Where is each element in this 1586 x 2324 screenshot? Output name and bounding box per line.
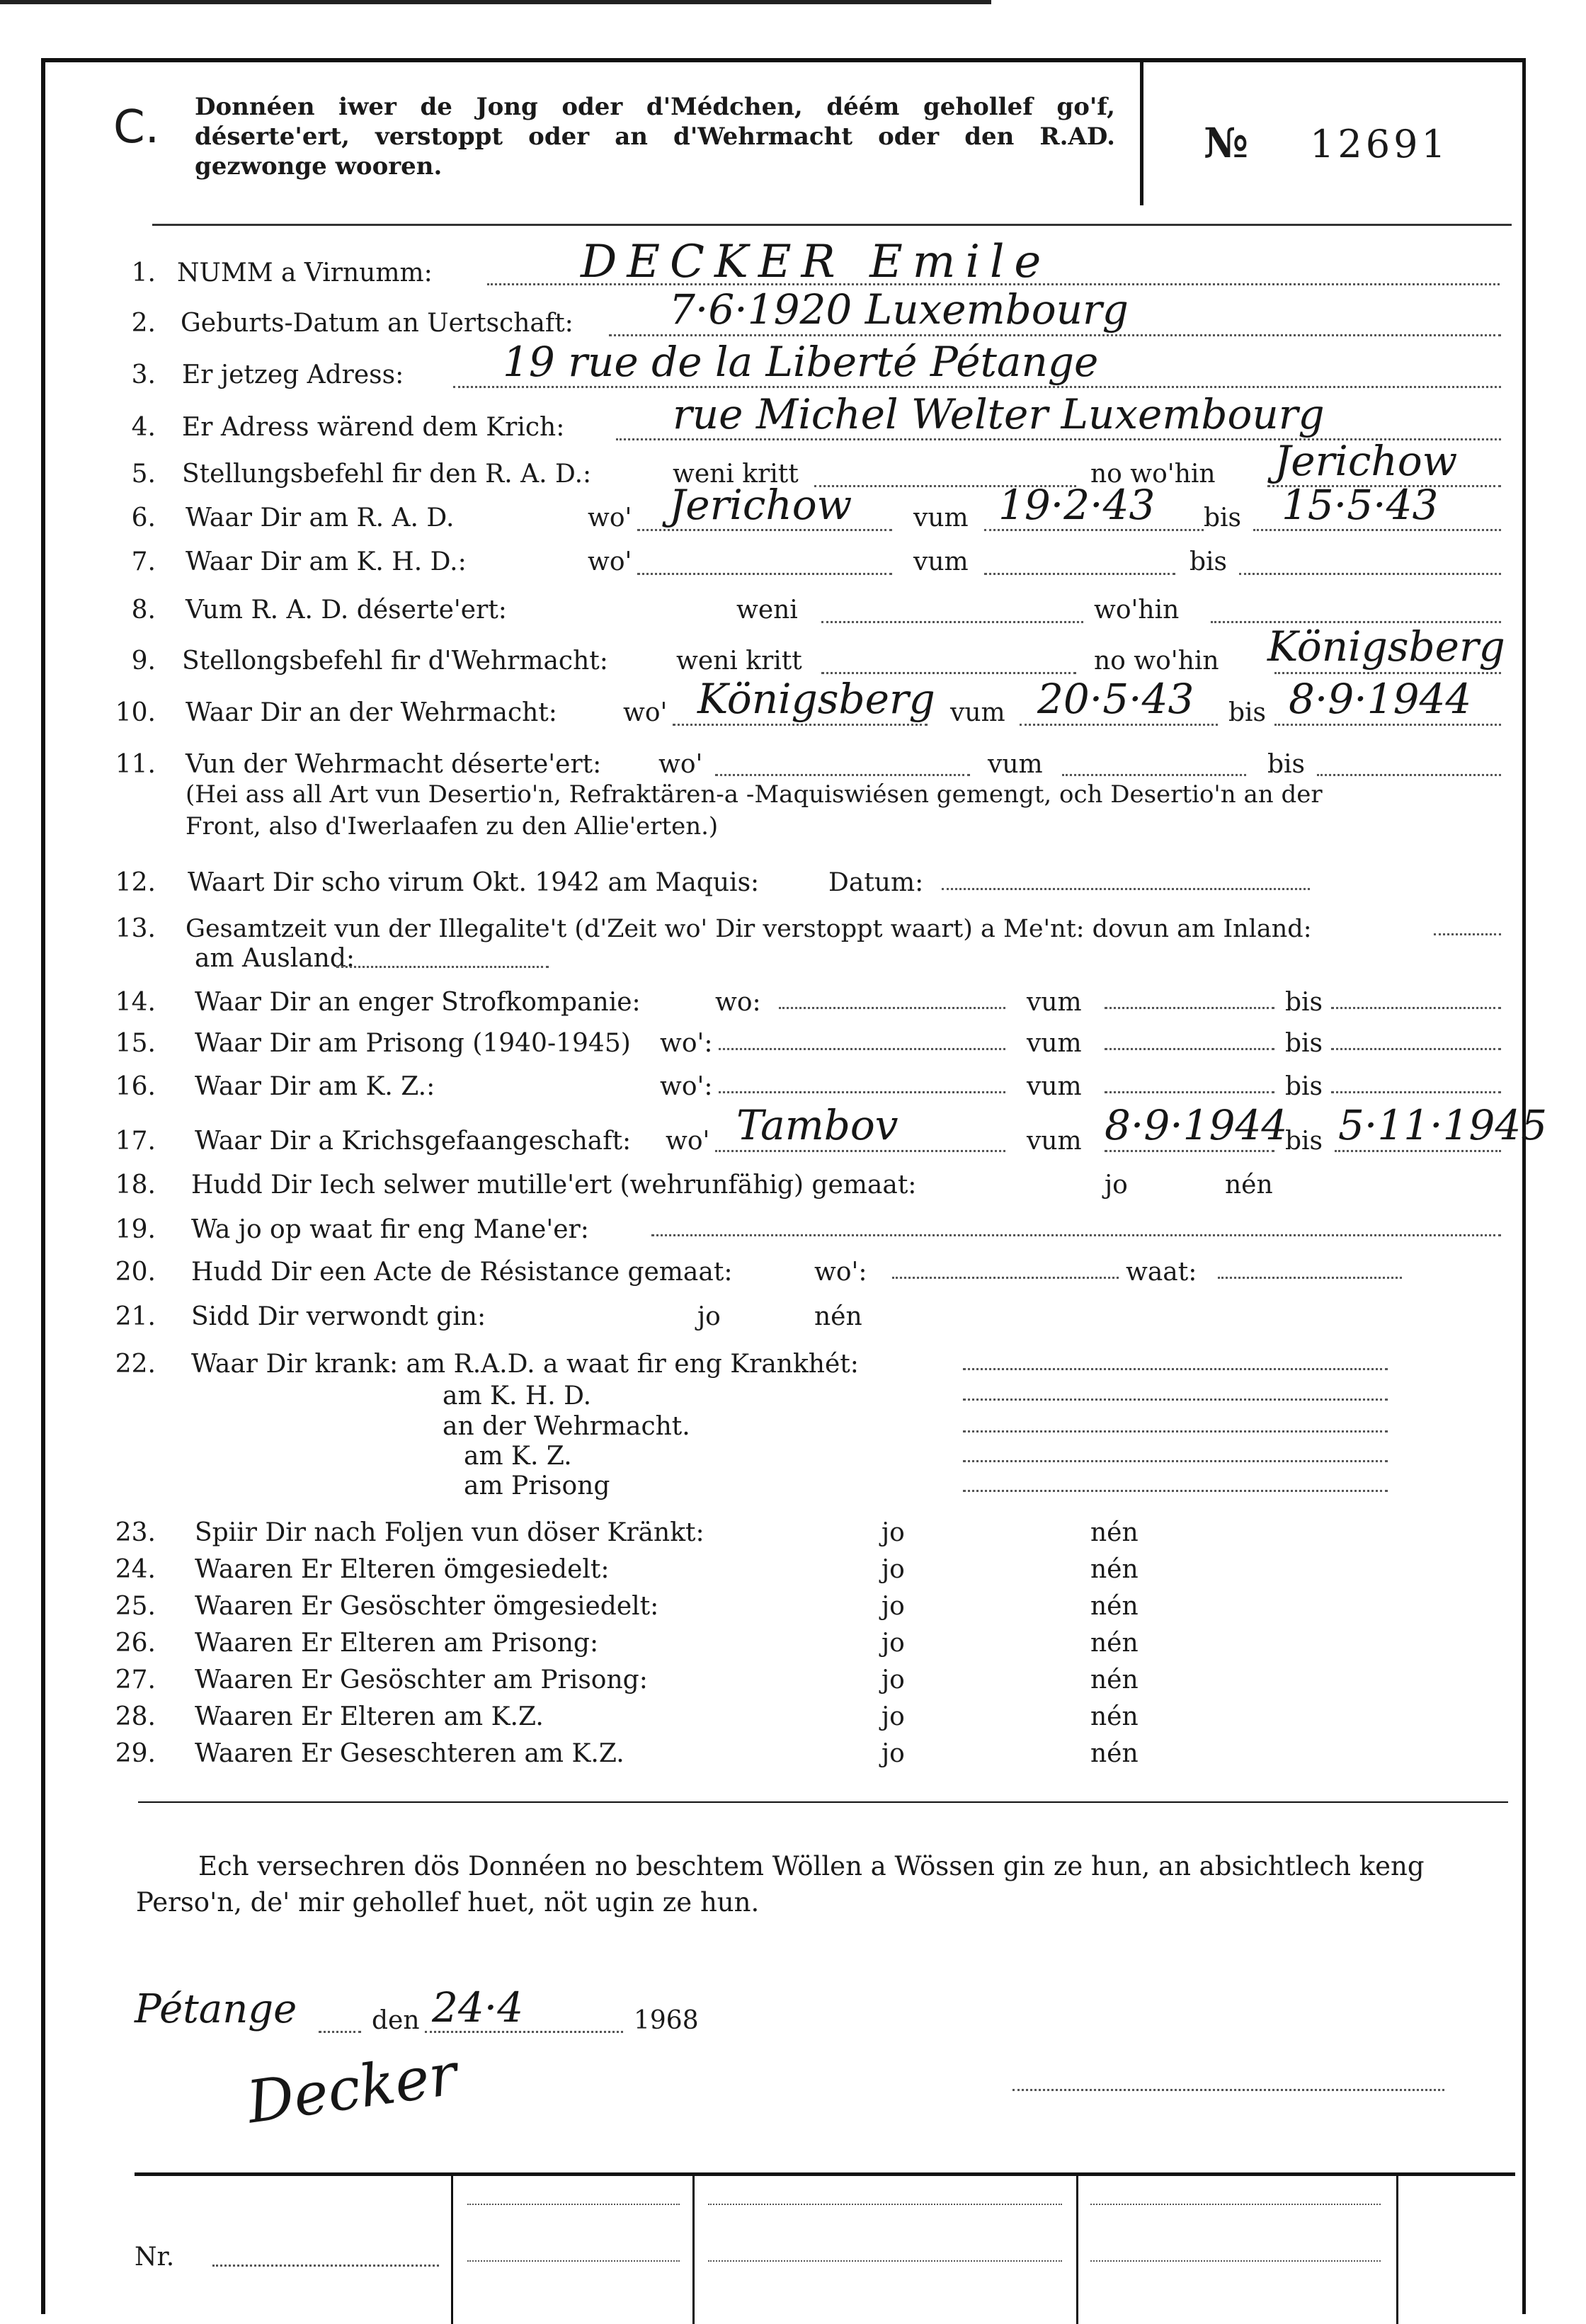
address-value: 19 rue de la Liberté Pétange bbox=[503, 338, 1099, 386]
label-until: bis bbox=[1285, 1029, 1323, 1058]
field-label-self-mutilation: Hudd Dir Iech selwer mutille'ert (wehrunfähig) gemaat: bbox=[191, 1170, 917, 1200]
resistance-what-line[interactable] bbox=[1218, 1277, 1402, 1279]
field-label-penal-company: Waar Dir an enger Strofkompanie: bbox=[195, 988, 641, 1017]
field-number: 23. bbox=[115, 1518, 156, 1547]
field-label-wounded: Sidd Dir verwondt gin: bbox=[191, 1302, 486, 1331]
pow-from-value: 8·9·1944 bbox=[1105, 1101, 1288, 1149]
field-label-siblings-prison: Waaren Er Gesöschter am Prisong: bbox=[195, 1665, 648, 1694]
wehrmacht-order-where-line[interactable] bbox=[1274, 672, 1501, 674]
field-number: 25. bbox=[115, 1592, 156, 1621]
kz-until-line[interactable] bbox=[1331, 1091, 1501, 1093]
label-from: vum bbox=[988, 750, 1043, 779]
illegality-abroad-line[interactable] bbox=[336, 966, 549, 968]
penal-where-line[interactable] bbox=[779, 1007, 1005, 1009]
label-to-where: no wo'hin bbox=[1090, 460, 1216, 489]
wehrmacht-desert-from-line[interactable] bbox=[1062, 774, 1246, 776]
field-label-after-effects: Spiir Dir nach Foljen vun döser Kränkt: bbox=[195, 1518, 704, 1547]
footer-nr-line[interactable] bbox=[212, 2265, 439, 2267]
field-label-rad-desert: Vum R. A. D. déserte'ert: bbox=[186, 596, 507, 625]
label-where: wo' bbox=[666, 1127, 710, 1156]
field-number: 19. bbox=[115, 1215, 156, 1244]
sick-prison-line[interactable] bbox=[963, 1490, 1388, 1492]
sick-sub-wehrmacht: an der Wehrmacht. bbox=[443, 1412, 690, 1441]
option-yes[interactable]: jo bbox=[882, 1702, 905, 1731]
field-label-war-address: Er Adress wärend dem Krich: bbox=[182, 413, 565, 442]
form-number: 12691 bbox=[1310, 122, 1449, 166]
label-from: vum bbox=[1027, 988, 1082, 1017]
field-number: 21. bbox=[115, 1302, 156, 1331]
field-label-name: NUMM a Virnumm: bbox=[177, 258, 433, 287]
rad-where-line[interactable] bbox=[637, 529, 892, 531]
birth-value: 7·6·1920 Luxembourg bbox=[669, 285, 1129, 334]
label-abroad: am Ausland: bbox=[195, 944, 355, 973]
kz-from-line[interactable] bbox=[1105, 1091, 1274, 1093]
war-address-value: rue Michel Welter Luxembourg bbox=[673, 390, 1325, 438]
field-label-illegality: Gesamtzeit vun der Illegalite't (d'Zeit wo' Dir verstoppt waart) a Me'nt: dovun am Inland: bbox=[186, 915, 1312, 943]
option-yes[interactable]: jo bbox=[882, 1629, 905, 1658]
field-number: 24. bbox=[115, 1555, 156, 1584]
name-value: DECKER Emile bbox=[581, 236, 1051, 288]
sick-rad-line[interactable] bbox=[963, 1368, 1388, 1370]
field-label-wehrmacht: Waar Dir an der Wehrmacht: bbox=[186, 698, 557, 727]
wehrmacht-until-line[interactable] bbox=[1274, 724, 1501, 726]
field-number: 14. bbox=[115, 988, 156, 1017]
label-to-where: no wo'hin bbox=[1094, 646, 1219, 676]
desertion-note-line2: Front, also d'Iwerlaafen zu den Allie'erten.) bbox=[186, 812, 719, 841]
footer-cell-line[interactable] bbox=[708, 2204, 1062, 2205]
label-until: bis bbox=[1190, 547, 1228, 576]
label-where: wo' bbox=[658, 750, 703, 779]
birth-line[interactable] bbox=[609, 334, 1501, 336]
label-what: waat: bbox=[1126, 1258, 1197, 1287]
label-to-where: wo'hin bbox=[1094, 596, 1180, 625]
option-no[interactable]: nén bbox=[1090, 1702, 1139, 1731]
label-when-received: weni kritt bbox=[673, 460, 799, 489]
label-when-received: weni kritt bbox=[676, 646, 802, 676]
label-from: vum bbox=[913, 503, 969, 532]
field-label-khd: Waar Dir am K. H. D.: bbox=[186, 547, 467, 576]
label-from: vum bbox=[950, 698, 1005, 727]
section-title: Donnéen iwer de Jong oder d'Médchen, déém gehollef go'f, déserte'ert, verstoppt oder an d'Wehrmacht oder den R.AD. gezwonge wooren. bbox=[195, 93, 1115, 181]
khd-where-line[interactable] bbox=[637, 573, 892, 575]
option-no[interactable]: nén bbox=[1090, 1592, 1139, 1621]
pow-where-line[interactable] bbox=[715, 1150, 1005, 1152]
wehrmacht-order-when-line[interactable] bbox=[821, 672, 1076, 674]
khd-from-line[interactable] bbox=[984, 573, 1175, 575]
signature-place: Pétange bbox=[135, 1986, 297, 2032]
rad-from-value: 19·2·43 bbox=[998, 481, 1156, 529]
footer-divider bbox=[1396, 2175, 1398, 2324]
header-separator bbox=[1140, 58, 1143, 205]
wehrmacht-order-where-value: Königsberg bbox=[1267, 622, 1505, 671]
field-label-address: Er jetzeg Adress: bbox=[182, 360, 404, 389]
label-where: wo': bbox=[660, 1072, 713, 1101]
wehrmacht-desert-until-line[interactable] bbox=[1317, 774, 1501, 776]
field-number: 7. bbox=[131, 547, 156, 576]
label-where: wo: bbox=[715, 988, 761, 1017]
field-label-siblings-resettled: Waaren Er Gesöschter ömgesiedelt: bbox=[195, 1592, 659, 1621]
prison-where-line[interactable] bbox=[719, 1048, 1005, 1050]
footer-cell-line[interactable] bbox=[1090, 2204, 1381, 2205]
place-line[interactable] bbox=[319, 2031, 361, 2033]
label-where: wo' bbox=[588, 547, 632, 576]
field-label-manner: Wa jo op waat fir eng Mane'er: bbox=[191, 1215, 589, 1244]
rad-until-value: 15·5·43 bbox=[1282, 481, 1439, 529]
footer-cell-line[interactable] bbox=[1090, 2260, 1381, 2262]
section-letter: C. bbox=[113, 101, 160, 154]
rad-desert-when-line[interactable] bbox=[821, 621, 1083, 623]
field-label-wehrmacht-order: Stellongsbefehl fir d'Wehrmacht: bbox=[182, 646, 608, 676]
wehrmacht-until-value: 8·9·1944 bbox=[1289, 675, 1472, 723]
sick-sub-kz: am K. Z. bbox=[464, 1442, 572, 1471]
field-label-siblings-kz: Waaren Er Geseschteren am K.Z. bbox=[195, 1739, 624, 1768]
option-yes[interactable]: jo bbox=[882, 1665, 905, 1694]
footer-cell-line[interactable] bbox=[708, 2260, 1062, 2262]
penal-from-line[interactable] bbox=[1105, 1007, 1274, 1009]
field-number: 13. bbox=[115, 914, 156, 943]
label-when: weni bbox=[736, 596, 798, 625]
option-no[interactable]: nén bbox=[814, 1302, 862, 1331]
field-number: 4. bbox=[131, 413, 156, 442]
field-label-sick: Waar Dir krank: am R.A.D. a waat fir eng Krankhét: bbox=[191, 1350, 859, 1379]
option-no[interactable]: nén bbox=[1090, 1555, 1139, 1584]
label-from: vum bbox=[1027, 1127, 1082, 1156]
pow-where-value: Tambov bbox=[736, 1101, 898, 1149]
field-number: 29. bbox=[115, 1739, 156, 1768]
field-number: 1. bbox=[131, 258, 156, 287]
address-line[interactable] bbox=[453, 386, 1501, 388]
label-where: wo' bbox=[588, 503, 632, 532]
rad-order-where-value: Jerichow bbox=[1274, 437, 1458, 485]
field-number: 10. bbox=[115, 698, 156, 727]
wehrmacht-from-line[interactable] bbox=[1020, 724, 1218, 726]
field-number: 17. bbox=[115, 1127, 156, 1156]
label-from: vum bbox=[1027, 1072, 1082, 1101]
field-number: 18. bbox=[115, 1170, 156, 1200]
option-no[interactable]: nén bbox=[1090, 1665, 1139, 1694]
label-where: wo' bbox=[623, 698, 668, 727]
label-from: vum bbox=[1027, 1029, 1082, 1058]
manner-line[interactable] bbox=[651, 1234, 1501, 1236]
footer-cell-line[interactable] bbox=[467, 2204, 680, 2205]
sick-sub-prison: am Prisong bbox=[464, 1471, 610, 1500]
label-until: bis bbox=[1267, 750, 1306, 779]
label-where: wo': bbox=[660, 1029, 713, 1058]
prison-from-line[interactable] bbox=[1105, 1048, 1274, 1050]
option-no[interactable]: nén bbox=[1090, 1629, 1139, 1658]
illegality-inland-line[interactable] bbox=[1434, 933, 1501, 935]
rad-from-line[interactable] bbox=[984, 529, 1204, 531]
wehrmacht-desert-where-line[interactable] bbox=[715, 774, 970, 776]
field-label-birth: Geburts-Datum an Uertschaft: bbox=[181, 309, 574, 338]
khd-until-line[interactable] bbox=[1239, 573, 1501, 575]
label-from: vum bbox=[913, 547, 969, 576]
field-label-prison: Waar Dir am Prisong (1940-1945) bbox=[195, 1029, 631, 1058]
field-number: 15. bbox=[115, 1029, 156, 1058]
field-label-wehrmacht-desert: Vun der Wehrmacht déserte'ert: bbox=[186, 750, 602, 779]
option-yes[interactable]: jo bbox=[882, 1592, 905, 1621]
field-label-resistance: Hudd Dir een Acte de Résistance gemaat: bbox=[191, 1258, 733, 1287]
header-bottom-rule bbox=[152, 224, 1512, 226]
desertion-note-line1: (Hei ass all Art vun Desertio'n, Refraktären-a -Maquiswiésen gemengt, och Desertio'n an der bbox=[186, 780, 1323, 809]
rad-until-line[interactable] bbox=[1253, 529, 1501, 531]
wehrmacht-from-value: 20·5·43 bbox=[1037, 675, 1194, 723]
sick-sub-khd: am K. H. D. bbox=[443, 1382, 592, 1411]
signature-date: 24·4 bbox=[432, 1983, 524, 2032]
resistance-where-line[interactable] bbox=[892, 1277, 1119, 1279]
declaration-line1: Ech versechren dös Donnéen no beschtem Wöllen a Wössen gin ze hun, an absichtlech keng bbox=[198, 1851, 1425, 1881]
field-number: 27. bbox=[115, 1665, 156, 1694]
rad-where-value: Jerichow bbox=[669, 481, 852, 529]
label-until: bis bbox=[1285, 1072, 1323, 1101]
field-number: 12. bbox=[115, 868, 156, 897]
sick-wehrmacht-line[interactable] bbox=[963, 1430, 1388, 1432]
label-until: bis bbox=[1204, 503, 1242, 532]
field-number: 11. bbox=[115, 750, 156, 779]
option-no[interactable]: nén bbox=[1225, 1170, 1273, 1200]
label-until: bis bbox=[1285, 1127, 1323, 1156]
field-label-parents-kz: Waaren Er Elteren am K.Z. bbox=[195, 1702, 544, 1731]
field-number: 16. bbox=[115, 1072, 156, 1101]
footer-top-rule bbox=[135, 2172, 1515, 2176]
footer-divider bbox=[451, 2175, 453, 2324]
field-number: 20. bbox=[115, 1258, 156, 1287]
field-number: 26. bbox=[115, 1629, 156, 1658]
field-number: 5. bbox=[131, 460, 156, 489]
field-label-rad-order: Stellungsbefehl fir den R. A. D.: bbox=[182, 460, 592, 489]
field-label-rad: Waar Dir am R. A. D. bbox=[186, 503, 455, 532]
option-no[interactable]: nén bbox=[1090, 1518, 1139, 1547]
field-label-maquis: Waart Dir scho virum Okt. 1942 am Maquis: bbox=[188, 868, 760, 897]
prison-until-line[interactable] bbox=[1331, 1048, 1501, 1050]
option-no[interactable]: nén bbox=[1090, 1739, 1139, 1768]
top-edge-line bbox=[0, 0, 991, 4]
maquis-date-line[interactable] bbox=[942, 888, 1310, 890]
declaration-line2: Perso'n, de' mir gehollef huet, nöt ugin ze hun. bbox=[136, 1887, 760, 1918]
field-label-parents-prison: Waaren Er Elteren am Prisong: bbox=[195, 1629, 599, 1658]
sick-khd-line[interactable] bbox=[963, 1399, 1388, 1401]
field-number: 22. bbox=[115, 1350, 156, 1379]
penal-until-line[interactable] bbox=[1331, 1007, 1501, 1009]
kz-where-line[interactable] bbox=[719, 1091, 1005, 1093]
label-date: Datum: bbox=[828, 868, 924, 897]
label-where: wo': bbox=[814, 1258, 867, 1287]
wehrmacht-where-value: Königsberg bbox=[697, 675, 935, 723]
sick-kz-line[interactable] bbox=[963, 1460, 1388, 1462]
field-label-parents-resettled: Waaren Er Elteren ömgesiedelt: bbox=[195, 1555, 610, 1584]
field-number: 2. bbox=[131, 309, 156, 338]
field-number: 28. bbox=[115, 1702, 156, 1731]
number-sign: № bbox=[1204, 119, 1249, 167]
pow-until-line[interactable] bbox=[1335, 1150, 1501, 1152]
field-number: 9. bbox=[131, 646, 156, 676]
footer-nr-label: Nr. bbox=[135, 2243, 175, 2272]
field-label-kz: Waar Dir am K. Z.: bbox=[195, 1072, 435, 1101]
field-number: 6. bbox=[131, 503, 156, 532]
label-den: den bbox=[372, 2006, 420, 2035]
field-number: 3. bbox=[131, 360, 156, 389]
option-yes[interactable]: jo bbox=[882, 1555, 905, 1584]
pow-until-value: 5·11·1945 bbox=[1338, 1101, 1548, 1149]
option-yes[interactable]: jo bbox=[882, 1518, 905, 1547]
declaration-separator bbox=[138, 1801, 1508, 1803]
footer-cell-line[interactable] bbox=[467, 2260, 680, 2262]
pow-from-line[interactable] bbox=[1105, 1150, 1274, 1152]
signature-handwritten: Decker bbox=[243, 2041, 462, 2137]
label-until: bis bbox=[1285, 988, 1323, 1017]
label-until: bis bbox=[1228, 698, 1267, 727]
wehrmacht-where-line[interactable] bbox=[673, 724, 928, 726]
signature-year: 1968 bbox=[634, 2006, 699, 2035]
option-yes[interactable]: jo bbox=[1105, 1170, 1128, 1200]
option-yes[interactable]: jo bbox=[697, 1302, 721, 1331]
field-number: 8. bbox=[131, 596, 156, 625]
footer-divider bbox=[692, 2175, 695, 2324]
option-yes[interactable]: jo bbox=[882, 1739, 905, 1768]
field-label-pow: Waar Dir a Krichsgefaangeschaft: bbox=[195, 1127, 632, 1156]
signature-line[interactable] bbox=[1012, 2089, 1444, 2091]
footer-divider bbox=[1076, 2175, 1078, 2324]
